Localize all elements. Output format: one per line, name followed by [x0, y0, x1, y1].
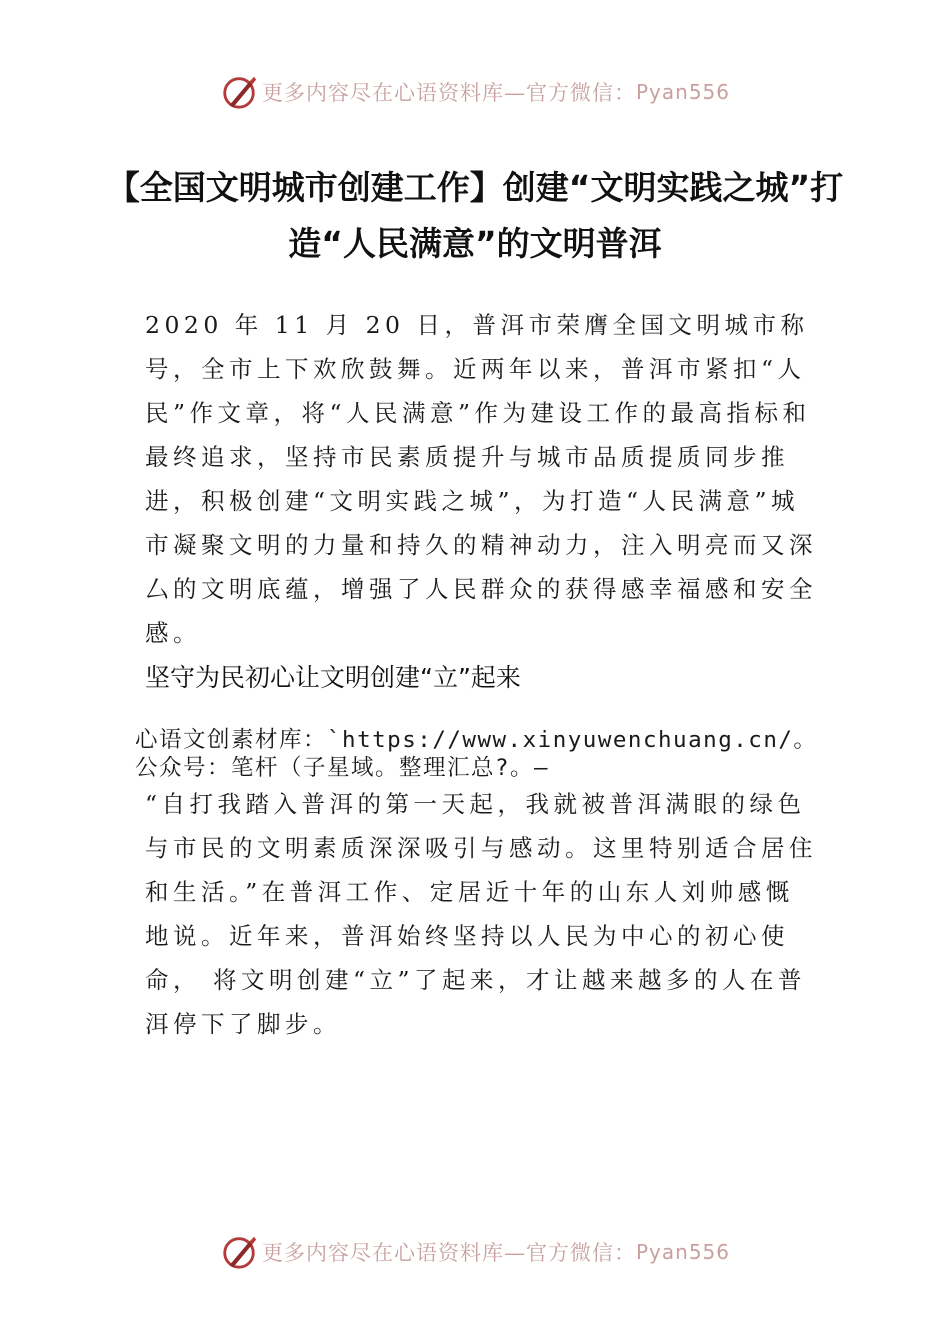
- header-banner: [0, 70, 950, 114]
- pen-circle-logo-icon: [220, 1233, 258, 1271]
- source-note: 心语文创素材库：`https://www.xinyuwenchuang.cn/。公众号：笔杆（子星域。整理汇总?。—: [135, 727, 818, 781]
- section-heading: 坚守为民初心让文明创建“立”起来: [145, 663, 521, 692]
- footer-banner: [0, 1230, 950, 1274]
- banner-wechat-id: Pyan556: [635, 80, 730, 104]
- banner-text: 更多内容尽在心语资料库—官方微信：: [261, 1241, 636, 1265]
- body-paragraph: “自打我踏入普洱的第一天起，我就被普洱满眼的绿色与市民的文明素质深深吸引与感动。这里特别适合居住和生活。”在普洱工作、定居近十年的山东人刘帅感慨地说。近年来，普洱始终坚持以人民为中心的初心使命， 将文明创建“立”了起来，才让越来越多的人在普洱停下了脚步。: [145, 790, 817, 1038]
- intro-paragraph: 2020 年 11 月 20 日，普洱市荣膺全国文明城市称号，全市上下欢欣鼓舞。近两年以来，普洱市紧扣“人民”作文章，将“人民满意”作为建设工作的最高指标和最终追求，坚持市民素质提升与城市品质提质同步推进，积极创建“文明实践之城”，为打造“人民满意”城市凝聚文明的力量和持久的精神动力，注入明亮而又深厶的文明底蕴，增强了人民群众的获得感幸福感和安全感。: [145, 311, 817, 647]
- banner-wechat-id: Pyan556: [635, 1240, 730, 1264]
- document-title: 【全国文明城市创建工作】创建“文明实践之城”打造“人民满意”的文明普洱: [106, 168, 844, 263]
- pen-circle-logo-icon: [220, 73, 258, 111]
- banner-text: 更多内容尽在心语资料库—官方微信：: [261, 81, 636, 105]
